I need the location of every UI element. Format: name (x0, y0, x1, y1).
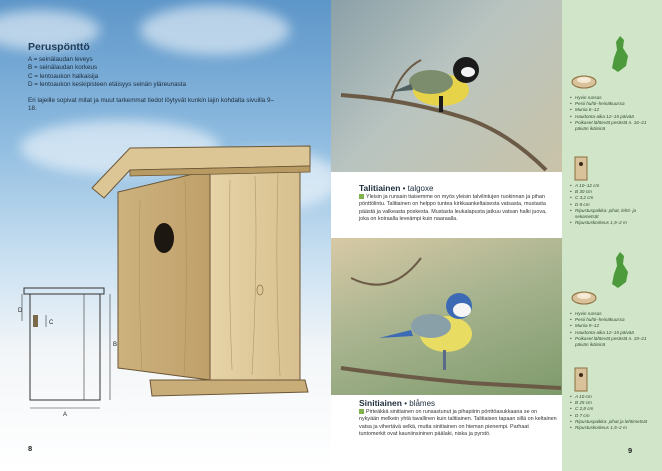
species-swedish: talgoxe (407, 184, 434, 193)
nestbox-icon (574, 155, 588, 181)
info-list-dimensions (570, 183, 658, 226)
page-title: Peruspönttö (28, 41, 90, 53)
dimension-note: Eri lajeille sopivat mitat ja muut tarkemmat tiedot löytyvät kunkin lajin kohdalta sivuilla 9–18. (28, 97, 275, 113)
info-item: • Haudonta-aika 12–15 päivää (570, 114, 658, 120)
label-c: C (49, 320, 54, 326)
finland-map-icon (608, 250, 632, 290)
info-item: • D 7 cm (570, 413, 658, 419)
legend-line: D = lentoaukon keskipisteen etäisyys seinän yläreunasta (28, 81, 187, 89)
info-item: • Ripustuspaikka: pihat, lehti- ja sekametsät (570, 208, 658, 220)
great-tit-photo (331, 0, 562, 172)
info-item: • Pesii huhti–heinäkuussa (570, 317, 658, 323)
green-square-icon (359, 194, 364, 199)
info-item: • Ripustuskorkeus 1,5–2 m (570, 425, 658, 431)
species-text: Pirteäkkä sinitiainen on runsastunut ja pihapiirin pönttöasukkaana se on nykyään melkein yhtä tavallinen kuin talitiainen. Talitiaisen tapaan sillä on keltainen vatsa ja vihertävä selkä, mutta sinitiainen on hieman pienempi. Parhaat tuntomerkit ovat kauniinsininen päälaki, niska ja pyrstö. (359, 409, 557, 437)
legend-line: A = seinälaudan leveys (28, 56, 93, 63)
info-list-breeding (570, 311, 658, 348)
info-item: • Ripustuskorkeus 1,5–2 m (570, 220, 658, 226)
legend-line: C = lentoaukon halkaisija (28, 72, 99, 80)
info-item: • B 30 cm (570, 189, 658, 195)
info-item: • Hyvin runsas (570, 95, 658, 101)
species-heading: Sinitiainen • blåmes (359, 398, 436, 408)
species-swedish: blåmes (409, 399, 436, 408)
info-item: • D 8 cm (570, 202, 658, 208)
page-number: 9 (628, 446, 633, 455)
info-item: • C 2,8 cm (570, 406, 658, 412)
info-item: • Poikaset lähtevät pesästä n. 16–21 päivän ikäisinä (570, 120, 658, 132)
species-description (359, 194, 557, 223)
dimension-legend (28, 56, 186, 90)
info-item: • A 10–12 cm (570, 183, 658, 189)
species-name: Sinitiainen (359, 398, 402, 408)
info-item: • Pesii huhti–heinäkuussa (570, 101, 658, 107)
species-name: Talitiainen (359, 183, 401, 193)
info-item: • B 25 cm (570, 400, 658, 406)
info-list-dimensions (570, 394, 658, 431)
info-item: • Poikaset lähtevät pesästä n. 19–21 päivän ikäisinä (570, 336, 658, 348)
label-d: D (18, 308, 23, 314)
legend-line: B = seinälaudan korkeus (28, 64, 98, 72)
nest-icon (570, 72, 598, 90)
nestbox-icon (574, 366, 588, 392)
dimension-diagram (14, 284, 124, 424)
green-square-icon (359, 409, 364, 414)
info-item: • Hyvin runsas (570, 311, 658, 317)
info-item: • Munia 9–12 (570, 323, 658, 329)
page-number: 8 (28, 444, 33, 453)
info-item: • Ripustuspaikka: pihat ja lehtimetsät (570, 419, 658, 425)
info-item: • Munia 6–12 (570, 107, 658, 113)
species-heading: Talitiainen • talgoxe (359, 183, 434, 193)
label-b: B (113, 342, 118, 348)
info-item: • C 3,2 cm (570, 195, 658, 201)
nest-icon (570, 288, 598, 306)
birdhouse-illustration (90, 140, 320, 400)
blue-tit-photo (331, 238, 562, 395)
info-item: • Haudonta-aika 12–15 päivää (570, 330, 658, 336)
label-a: A (63, 412, 68, 418)
species-description (359, 409, 557, 438)
info-list-breeding (570, 95, 658, 132)
species-text: Yleisin ja runsain tiaisemme on myös yleisin talvilintujen ruokinnan ja pihan pönttölintu. Talitiainen on helppo tuntea kirkkaankeltaisesta vatsasta, mustasta päästä ja valkeasta poskesta. Mustasta leukalapusta jatkuu vatsan halki juova, joka on koiraalla leveämpi kuin naaraalla. (359, 194, 547, 222)
cloud (140, 5, 290, 55)
info-item: • A 10 cm (570, 394, 658, 400)
finland-map-icon (608, 34, 632, 74)
